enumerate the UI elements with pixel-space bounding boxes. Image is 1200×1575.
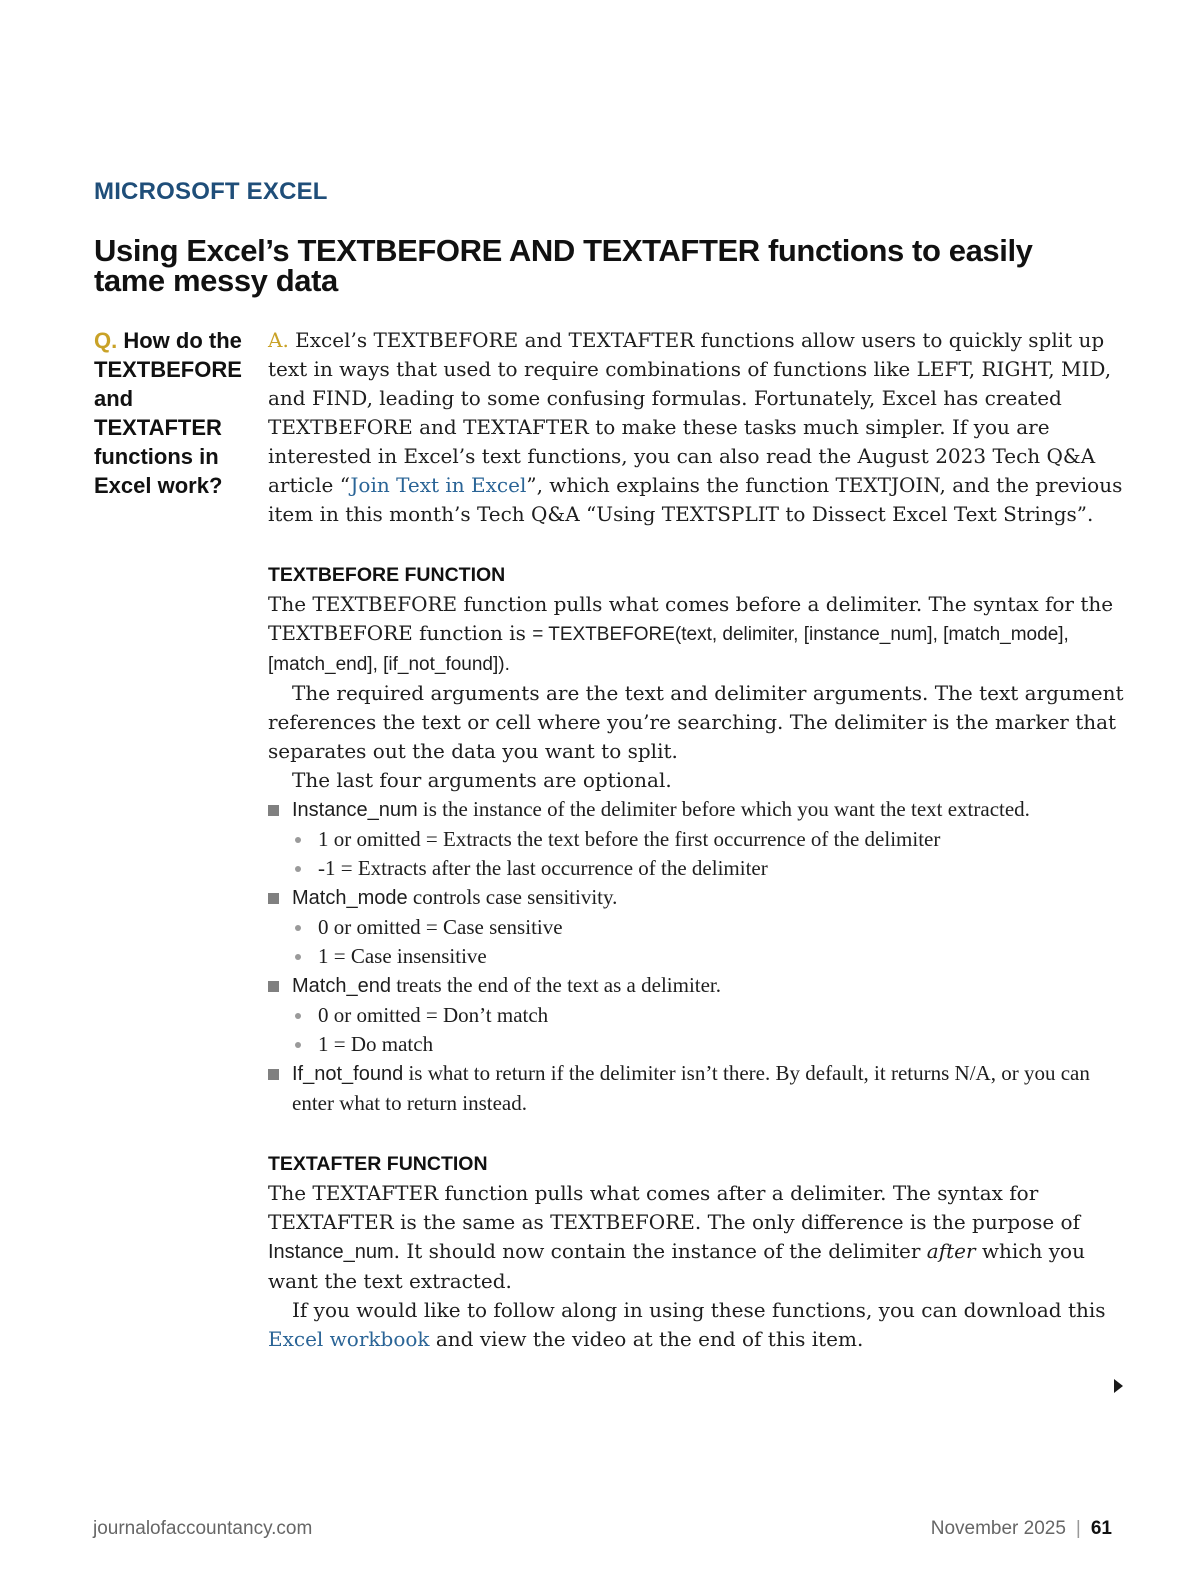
question-text: How do the TEXTBEFORE and TEXTAFTER functions in Excel work? <box>94 328 242 498</box>
footer-issue <box>931 1518 1112 1540</box>
answer-intro-text-1: Excel’s TEXTBEFORE and TEXTAFTER functions allow users to quickly split up text in ways that used to require combinations of functions like LEFT, RIGHT, MID, and FIND, leading to some confusing formulas. Fortunately, Excel has created TEXTBEFORE and TEXTAFTER to make these tasks much simpler. If you are interested in Excel’s text functions, you can also read the August 2023 Tech Q&A article “ <box>268 328 1112 497</box>
argument-desc: treats the end of the text as a delimiter. <box>390 973 722 997</box>
sub-item: 0 or omitted = Case sensitive <box>292 913 1128 942</box>
footer-date: November 2025 <box>930 1518 1066 1539</box>
triangle-right-icon <box>1114 1379 1123 1393</box>
argument-desc: is the instance of the delimiter before which you want the text extracted. <box>417 797 1030 821</box>
sub-item: 1 = Case insensitive <box>292 942 1128 971</box>
textbefore-p1 <box>268 590 1128 679</box>
textafter-p1 <box>268 1179 1128 1296</box>
list-item <box>268 795 1128 883</box>
list-item <box>268 971 1128 1059</box>
sub-list <box>292 913 1128 971</box>
headline: Using Excel’s TEXTBEFORE AND TEXTAFTER functions to easily tame messy data <box>94 233 1033 298</box>
textafter-p2-text-b: and view the video at the end of this item. <box>429 1327 864 1351</box>
argument-list <box>268 795 1128 1118</box>
textbefore-p3: The last four arguments are optional. <box>292 768 672 792</box>
sub-item: -1 = Extracts after the last occurrence of the delimiter <box>292 854 1128 883</box>
answer-intro <box>268 326 1128 529</box>
textbefore-syntax: = TEXTBEFORE(text, delimiter, [instance_num], [match_mode], [match_end], [if_not_found]). <box>268 624 1069 675</box>
argument-desc: controls case sensitivity. <box>407 885 618 909</box>
argument-name: Match_end <box>292 975 391 997</box>
textafter-p2 <box>268 1296 1128 1354</box>
textafter-p2-text-a: If you would like to follow along in using these functions, you can download this <box>292 1298 1106 1322</box>
textbefore-p1-text: The TEXTBEFORE function pulls what comes before a delimiter. The syntax for the TEXTBEFORE function is <box>268 592 1114 645</box>
textafter-emphasis: after <box>926 1239 976 1263</box>
argument-name: Instance_num <box>292 799 418 821</box>
sub-list <box>292 825 1128 883</box>
argument-desc: is what to return if the delimiter isn’t there. By default, it returns N/A, or you can enter what to return instead. <box>292 1061 1090 1115</box>
list-item <box>268 883 1128 971</box>
page-number: 61 <box>1090 1518 1112 1539</box>
sub-item: 0 or omitted = Don’t match <box>292 1001 1128 1030</box>
sub-item: 1 or omitted = Extracts the text before the first occurrence of the delimiter <box>292 825 1128 854</box>
textafter-heading: TEXTAFTER FUNCTION <box>268 1153 488 1175</box>
argument-name: If_not_found <box>292 1063 404 1085</box>
section-label: MICROSOFT EXCEL <box>94 178 328 205</box>
question <box>94 326 254 500</box>
textbefore-p2: The required arguments are the text and delimiter arguments. The text argument references the text or cell where you’re searching. The delimiter is the marker that separates out the data you want to split. <box>268 681 1124 763</box>
join-text-link[interactable]: Join Text in Excel <box>350 473 527 497</box>
textafter-arg: Instance_num <box>268 1241 394 1263</box>
list-item <box>268 1059 1128 1118</box>
answer-intro-text-2: ”, which explains the function TEXTJOIN, and the previous item in this month’s Tech Q&A “Using TEXTSPLIT to Dissect Excel Text Strings”. <box>268 473 1123 526</box>
argument-name: Match_mode <box>292 887 408 909</box>
sub-list <box>292 1001 1128 1059</box>
answer-marker: A. <box>268 328 289 352</box>
footer-url: journalofaccountancy.com <box>93 1518 313 1539</box>
textafter-p1-text-c: which you want the text extracted. <box>268 1239 1085 1293</box>
excel-workbook-link[interactable]: Excel workbook <box>268 1327 430 1351</box>
sub-item: 1 = Do match <box>292 1030 1128 1059</box>
footer-separator: | <box>1075 1518 1081 1539</box>
question-marker: Q. <box>94 328 118 353</box>
textafter-p1-text-a: The TEXTAFTER function pulls what comes after a delimiter. The syntax for TEXTAFTER is the same as TEXTBEFORE. The only difference is the purpose of <box>268 1181 1081 1234</box>
textbefore-heading: TEXTBEFORE FUNCTION <box>268 564 506 586</box>
textafter-p1-text-b: . It should now contain the instance of the delimiter <box>393 1239 927 1263</box>
answer-column <box>268 326 1128 1354</box>
